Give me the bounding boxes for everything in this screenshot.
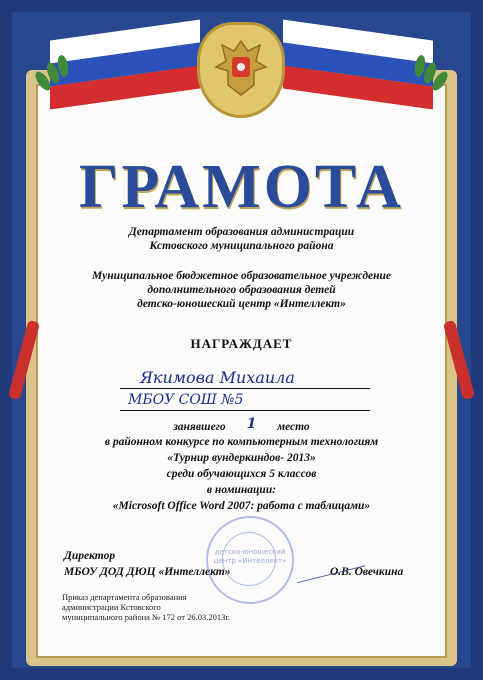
institution-line-1: Муниципальное бюджетное образовательное учреждение xyxy=(91,270,392,282)
coat-of-arms-icon xyxy=(197,22,285,118)
contest-line: в районном конкурсе по компьютерным технологиям xyxy=(104,436,379,448)
place-prefix: занявшего xyxy=(173,421,226,433)
place-suffix: место xyxy=(277,421,310,433)
nomination-name: «Microsoft Office Word 2007: работа с таблицами» xyxy=(112,500,371,512)
department-line-1: Департамент образования администрации xyxy=(128,226,355,238)
award-verb: НАГРАЖДАЕТ xyxy=(190,336,293,351)
recipient-school: МБОУ СОШ №5 xyxy=(128,392,244,408)
order-line-2: администрации Кстовского xyxy=(62,602,161,612)
double-headed-eagle-icon xyxy=(210,33,272,103)
certificate-title: ГРАМОТА xyxy=(79,153,404,221)
recipient-school-line xyxy=(120,410,370,411)
director-title-line-2: МБОУ ДОД ДЮЦ «Интеллект» xyxy=(64,566,231,578)
recipient-name-line xyxy=(120,388,370,389)
director-name: О.В. Овечкина xyxy=(330,566,404,578)
nomination-label: в номинации: xyxy=(206,484,277,496)
institution-line-3: детско-юношеский центр «Интеллект» xyxy=(137,298,346,310)
place-value: 1 xyxy=(246,416,257,432)
institution-line-2: дополнительного образования детей xyxy=(147,284,336,296)
official-stamp xyxy=(206,516,294,604)
place-row xyxy=(0,418,483,434)
stamp-text: детско-юношеский центр «Интеллект» xyxy=(213,548,287,565)
recipient-name: Якимова Михаила xyxy=(140,368,295,387)
grade-line: среди обучающихся 5 классов xyxy=(166,468,317,480)
department-line-2: Кстовского муниципального района xyxy=(149,240,334,252)
order-line-3: муниципального района № 172 от 26.03.2013г. xyxy=(62,612,231,622)
contest-name: «Турнир вундеркиндов- 2013» xyxy=(167,452,316,464)
director-title-line-1: Директор xyxy=(64,550,116,562)
order-line-1: Приказ департамента образования xyxy=(62,592,187,602)
